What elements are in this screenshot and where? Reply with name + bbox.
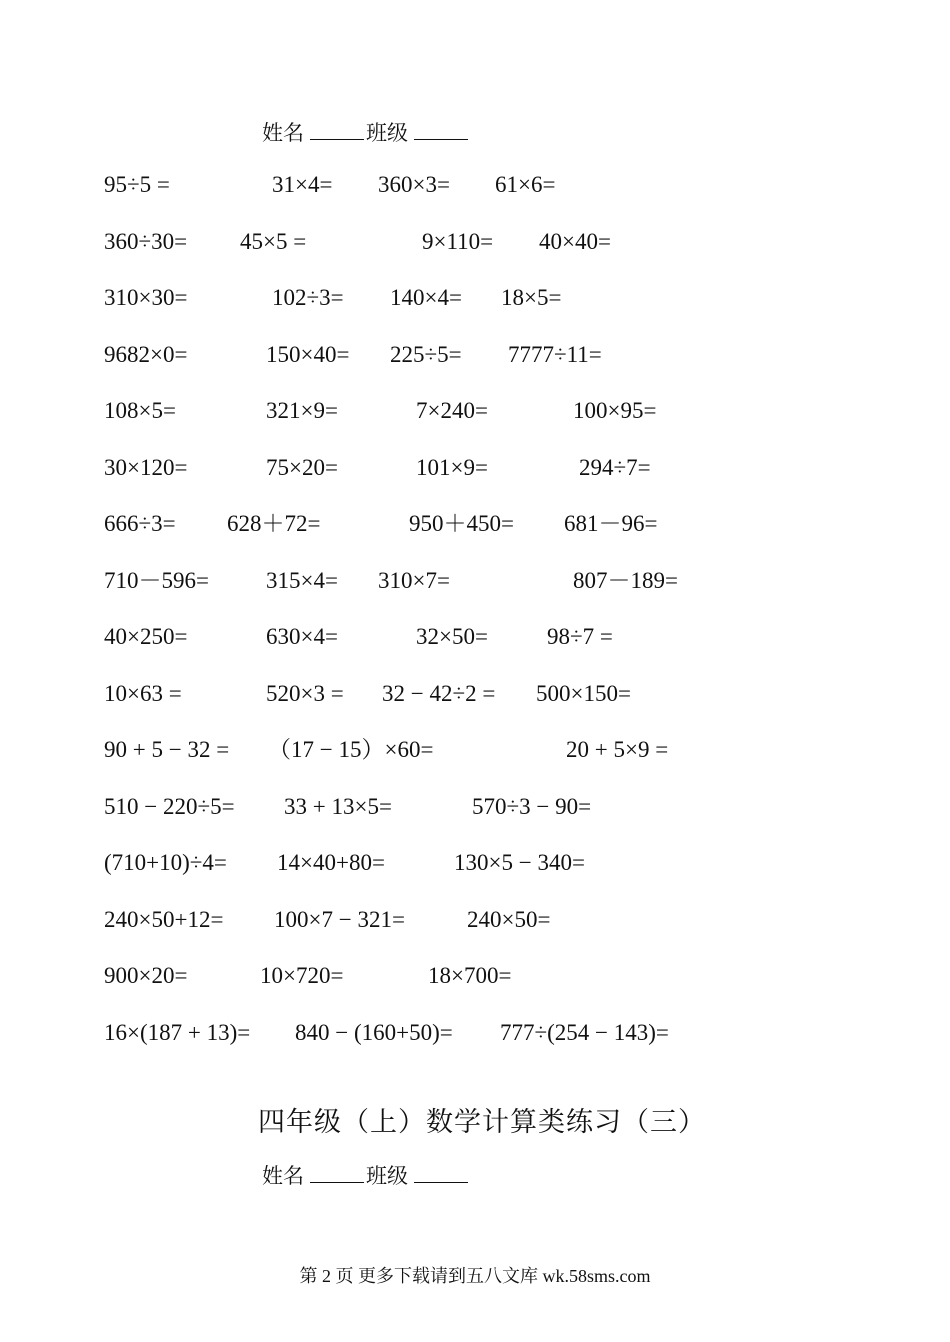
problem: 18×5= <box>501 285 562 310</box>
problem: 100×7 − 321= <box>274 907 405 932</box>
name-class-line-bottom <box>262 1160 470 1190</box>
problem: 628＋72= <box>227 511 321 536</box>
problem-row-6 <box>0 453 950 483</box>
problem: 7777÷11= <box>508 342 602 367</box>
problem: 31×4= <box>272 172 333 197</box>
problem: 900×20= <box>104 963 188 988</box>
problem: 32 − 42÷2 = <box>382 681 496 706</box>
problem: 108×5= <box>104 398 176 423</box>
problem: 360÷30= <box>104 229 188 254</box>
problem: 681－96= <box>564 511 658 536</box>
name-blank[interactable] <box>310 121 364 140</box>
problem-row-5 <box>0 396 950 426</box>
problem: 807－189= <box>573 568 678 593</box>
problem-row-12 <box>0 792 950 822</box>
problem: 98÷7 = <box>547 624 613 649</box>
problem: 510 − 220÷5= <box>104 794 235 819</box>
problem: 90 + 5 − 32 = <box>104 737 230 762</box>
problem: 95÷5 = <box>104 172 170 197</box>
problem: 45×5 = <box>240 229 307 254</box>
problem-row-4 <box>0 340 950 370</box>
problem: 7×240= <box>416 398 488 423</box>
problem: 777÷(254 − 143)= <box>500 1020 669 1045</box>
page-footer: 第 2 页 更多下载请到五八文库 wk.58sms.com <box>299 1266 651 1286</box>
problem-row-2 <box>0 227 950 257</box>
problem: 630×4= <box>266 624 338 649</box>
problem: 360×3= <box>378 172 450 197</box>
problem: 40×250= <box>104 624 188 649</box>
problem: 40×40= <box>539 229 611 254</box>
problem: 14×40+80= <box>277 850 385 875</box>
problem: 102÷3= <box>272 285 344 310</box>
problem: 61×6= <box>495 172 556 197</box>
name-class-line-top <box>262 117 470 147</box>
problem: 950＋450= <box>409 511 514 536</box>
problem: 9×110= <box>422 229 494 254</box>
problem-row-7 <box>0 509 950 539</box>
problem: 140×4= <box>390 285 462 310</box>
problem-row-15 <box>0 961 950 991</box>
problem-row-9 <box>0 622 950 652</box>
problem: 130×5 − 340= <box>454 850 585 875</box>
problem: 16×(187 + 13)= <box>104 1020 251 1045</box>
problem: 315×4= <box>266 568 338 593</box>
problem: 150×40= <box>266 342 350 367</box>
problem: 30×120= <box>104 455 188 480</box>
problem-row-13 <box>0 848 950 878</box>
problem: 10×63 = <box>104 681 182 706</box>
problem: 20 + 5×9 = <box>566 737 669 762</box>
problem: 500×150= <box>536 681 631 706</box>
problem: 310×7= <box>378 568 450 593</box>
problem: 294÷7= <box>579 455 651 480</box>
class-label: 班级 <box>366 121 408 145</box>
problem: 520×3 = <box>266 681 344 706</box>
problem-row-16 <box>0 1018 950 1048</box>
class-label: 班级 <box>366 1164 408 1188</box>
problem-row-11 <box>0 735 950 765</box>
problem-row-3 <box>0 283 950 313</box>
name-label: 姓名 <box>262 1164 304 1188</box>
problem: 321×9= <box>266 398 338 423</box>
problem: 10×720= <box>260 963 344 988</box>
section-title: 四年级（上）数学计算类练习（三） <box>258 1107 706 1137</box>
problem: 240×50= <box>467 907 551 932</box>
problem: 33 + 13×5= <box>284 794 392 819</box>
problem: 32×50= <box>416 624 488 649</box>
problem-row-8 <box>0 566 950 596</box>
problem: 710－596= <box>104 568 209 593</box>
problem: 666÷3= <box>104 511 176 536</box>
class-blank[interactable] <box>414 121 468 140</box>
problem: (710+10)÷4= <box>104 850 227 875</box>
problem: 100×95= <box>573 398 657 423</box>
problem-row-14 <box>0 905 950 935</box>
problem: 570÷3 − 90= <box>472 794 592 819</box>
problem: 240×50+12= <box>104 907 224 932</box>
name-label: 姓名 <box>262 121 304 145</box>
class-blank[interactable] <box>414 1164 468 1183</box>
problem: 9682×0= <box>104 342 188 367</box>
name-blank[interactable] <box>310 1164 364 1183</box>
problem: 101×9= <box>416 455 488 480</box>
problem-row-1 <box>0 170 950 200</box>
problem-row-10 <box>0 679 950 709</box>
problem: 840 − (160+50)= <box>295 1020 453 1045</box>
problem: 225÷5= <box>390 342 462 367</box>
problem: （17 − 15）×60= <box>268 737 434 762</box>
problem: 75×20= <box>266 455 338 480</box>
problem: 18×700= <box>428 963 512 988</box>
problem: 310×30= <box>104 285 188 310</box>
